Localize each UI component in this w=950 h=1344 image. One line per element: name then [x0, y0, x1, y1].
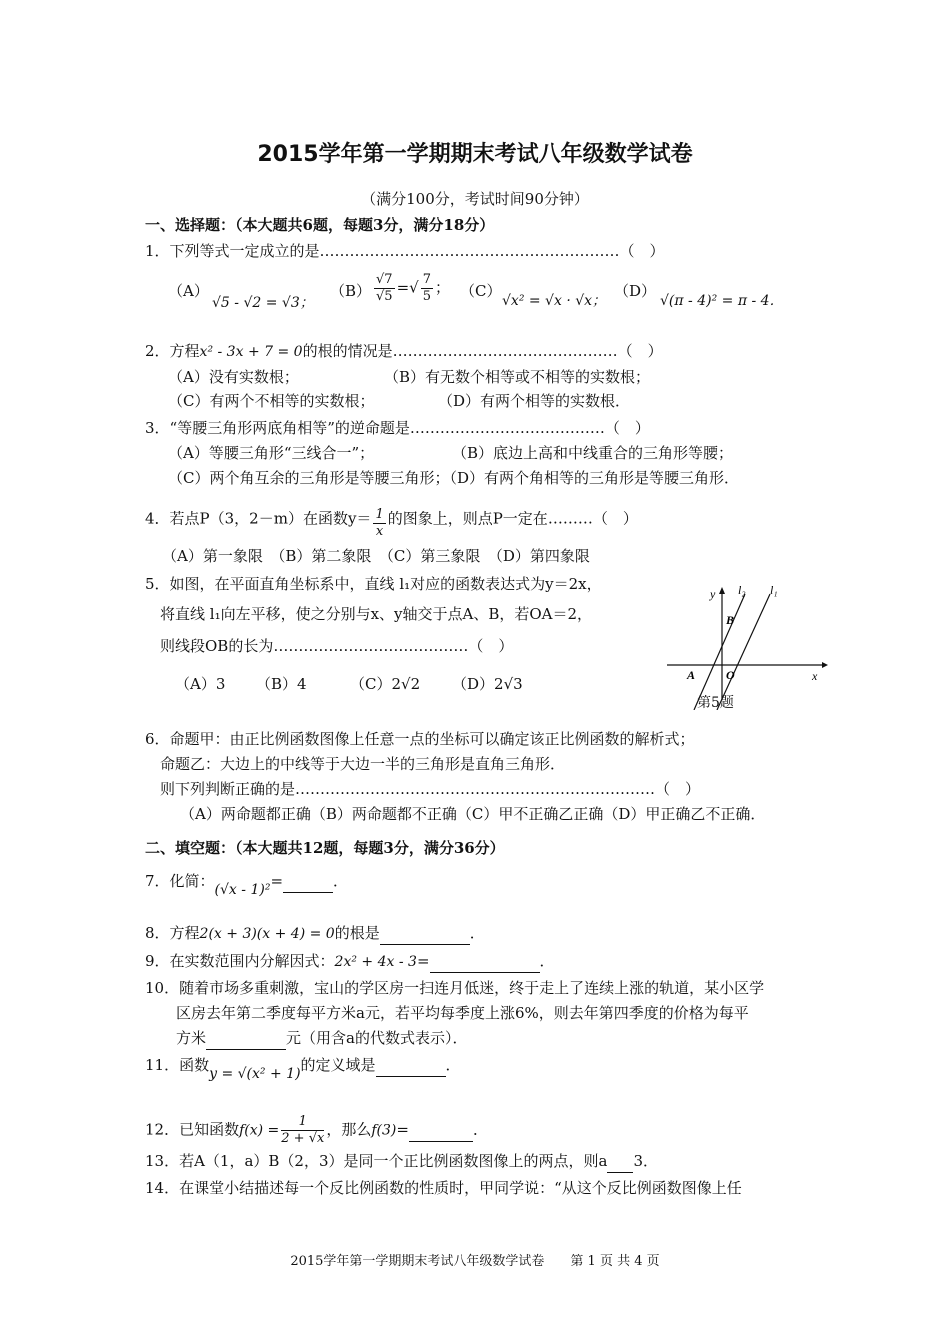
question-5-line-2: 将直线 l₁向左平移，使之分别与x、y轴交于点A、B，若OA＝2， — [160, 605, 593, 623]
function-expr: f(x) = — [239, 1122, 280, 1139]
answer-blank[interactable] — [607, 1150, 633, 1173]
question-1-option-c-expr: √x² = √x · √x； — [502, 293, 607, 309]
question-2-stem: 2．方程x² - 3x + 7 = 0的根的情况是………………………………………（ ） — [145, 342, 663, 360]
equation: x² - 3x + 7 = 0 — [199, 344, 303, 360]
answer-blank[interactable] — [283, 870, 333, 893]
question-9: 9．在实数范围内分解因式：2x² + 4x - 3= ． — [145, 950, 555, 973]
question-1-option-d-expr: √(π - 4)² = π - 4． — [660, 293, 784, 309]
option-label: （A） — [168, 282, 209, 300]
fraction: $\frac{1}{x}$ — [375, 507, 384, 539]
page-subtitle: （满分100分，考试时间90分钟） — [361, 190, 589, 208]
question-5-figure — [662, 580, 832, 710]
question-5-line-3: 则线段OB的长为…………………………………（ ） — [160, 637, 514, 655]
question-6-line-2: 命题乙：大边上的中线等于大边一半的三角形是直角三角形． — [160, 755, 566, 773]
question-13: 13．若A（1，a）B（2，3）是同一个正比例函数图像上的两点，则a 3． — [145, 1150, 658, 1173]
question-2-option-d: （D）有两个相等的实数根． — [438, 392, 631, 410]
option-label: （B） — [330, 282, 372, 300]
question-8: 8．方程2(x + 3)(x + 4) = 0的根是 ． — [145, 922, 485, 945]
question-7: 7．化简：(√x - 1)²= ． — [145, 872, 349, 898]
question-2-option-a: （A）没有实数根； — [168, 368, 299, 386]
question-1-option-b — [330, 280, 371, 302]
l1-label: l₁ — [770, 583, 778, 597]
origin-label: O — [726, 668, 735, 682]
section-heading-1: 一、选择题：（本大题共6题，每题3分，满分18分） — [145, 216, 495, 234]
question-10-line-1: 10．随着市场多重刺激，宝山的学区房一扫连月低迷，终于走上了连续上涨的轨道，某小区学 — [145, 979, 765, 997]
question-1-option-b-expr: $\frac{√7}{√5}$ =√ $\frac{7}{5}$ ； — [376, 272, 450, 304]
question-4-options: （A）第一象限 （B）第二象限 （C）第三象限 （D）第四象限 — [162, 547, 590, 565]
question-5-option-b: （B）4 — [256, 675, 307, 693]
fraction: $\frac{√7}{√5}$ — [376, 272, 393, 304]
question-1-option-d — [614, 280, 656, 302]
answer-blank[interactable] — [376, 1054, 446, 1077]
page-title: 2015学年第一学期期末考试八年级数学试卷 — [257, 142, 693, 167]
y-axis-arrow — [719, 587, 725, 594]
figure-caption: 第5题 — [697, 695, 734, 711]
question-10-line-3: 方米 元（用含a的代数式表示）． — [176, 1027, 467, 1050]
answer-blank[interactable] — [409, 1119, 473, 1142]
fraction: $\frac{7}{5}$ — [422, 272, 431, 304]
expression: (√x - 1)² — [214, 882, 271, 898]
question-6-line-1: 6．命题甲：由正比例函数图像上任意一点的坐标可以确定该正比例函数的解析式； — [145, 730, 695, 748]
answer-blank[interactable] — [206, 1027, 286, 1050]
question-11: 11．函数y = √(x² + 1)的定义域是 ． — [145, 1056, 461, 1082]
question-4-stem: 4．若点P（3，2－m）在函数y＝ $\frac{1}{x}$ 的图象上，则点P一定在………（ ） — [145, 507, 638, 539]
question-3-option-b: （B）底边上高和中线重合的三角形等腰； — [452, 444, 734, 462]
question-1-option-a-expr: √5 - √2 = √3； — [212, 295, 314, 311]
question-1-option-c — [460, 280, 501, 302]
question-3-option-c-d: （C）两个角互余的三角形是等腰三角形；（D）有两个角相等的三角形是等腰三角形． — [168, 469, 740, 487]
question-10-line-2: 区房去年第二季度每平方米a元，若平均每季度上涨6%，则去年第四季度的价格为每平 — [176, 1004, 749, 1022]
question-6-line-3: 则下列判断正确的是………………………………………………………………（ ） — [160, 780, 701, 798]
l2-label: l₂ — [738, 583, 746, 597]
x-axis-label: x — [812, 669, 818, 683]
section-heading-2: 二、填空题：（本大题共12题，每题3分，满分36分） — [145, 839, 505, 857]
question-2-option-c: （C）有两个不相等的实数根； — [168, 392, 375, 410]
equation: 2(x + 3)(x + 4) = 0 — [199, 926, 335, 942]
answer-blank[interactable] — [380, 922, 470, 945]
question-3-stem: 3．“等腰三角形两底角相等”的逆命题是…………………………………（ ） — [145, 419, 650, 437]
question-5-option-d: （D）2√3 — [452, 675, 523, 693]
question-6-options: （A）两命题都正确（B）两命题都不正确（C）甲不正确乙正确（D）甲正确乙不正确． — [180, 805, 766, 823]
answer-blank[interactable] — [430, 950, 540, 973]
x-axis-arrow — [822, 662, 828, 668]
option-label: （C） — [460, 282, 502, 300]
question-1-stem: 1．下列等式一定成立的是……………………………………………………（ ） — [145, 242, 665, 260]
option-label: （D） — [614, 282, 657, 300]
question-12: 12．已知函数f(x) = $\frac{1}{2 + √x}$ ，那么f(3)= ． — [145, 1114, 488, 1146]
question-1-option-a — [168, 280, 209, 302]
expression: 2x² + 4x - 3 — [334, 954, 417, 970]
question-5-line-1: 5．如图，在平面直角坐标系中，直线 l₁对应的函数表达式为y＝2x， — [145, 575, 602, 593]
question-2-option-b: （B）有无数个相等或不相等的实数根； — [384, 368, 651, 386]
question-3-option-a: （A）等腰三角形“三线合一”； — [168, 444, 375, 462]
question-5-option-c: （C）2√2 — [350, 675, 421, 693]
question-14-line-1: 14．在课堂小结描述每一个反比例函数的性质时，甲同学说：“从这个反比例函数图像上任 — [145, 1179, 742, 1197]
y-axis-label: y — [710, 587, 716, 601]
point-b-label: B — [726, 613, 735, 627]
point-a-label: A — [687, 668, 696, 682]
expression: y = √(x² + 1) — [209, 1066, 301, 1082]
function-value: f(3) — [371, 1122, 397, 1139]
fraction: $\frac{1}{2 + √x}$ — [281, 1114, 325, 1146]
question-5-option-a: （A）3 — [175, 675, 226, 693]
page-footer: 2015学年第一学期期末考试八年级数学试卷 第 1 页 共 4 页 — [290, 1254, 660, 1269]
